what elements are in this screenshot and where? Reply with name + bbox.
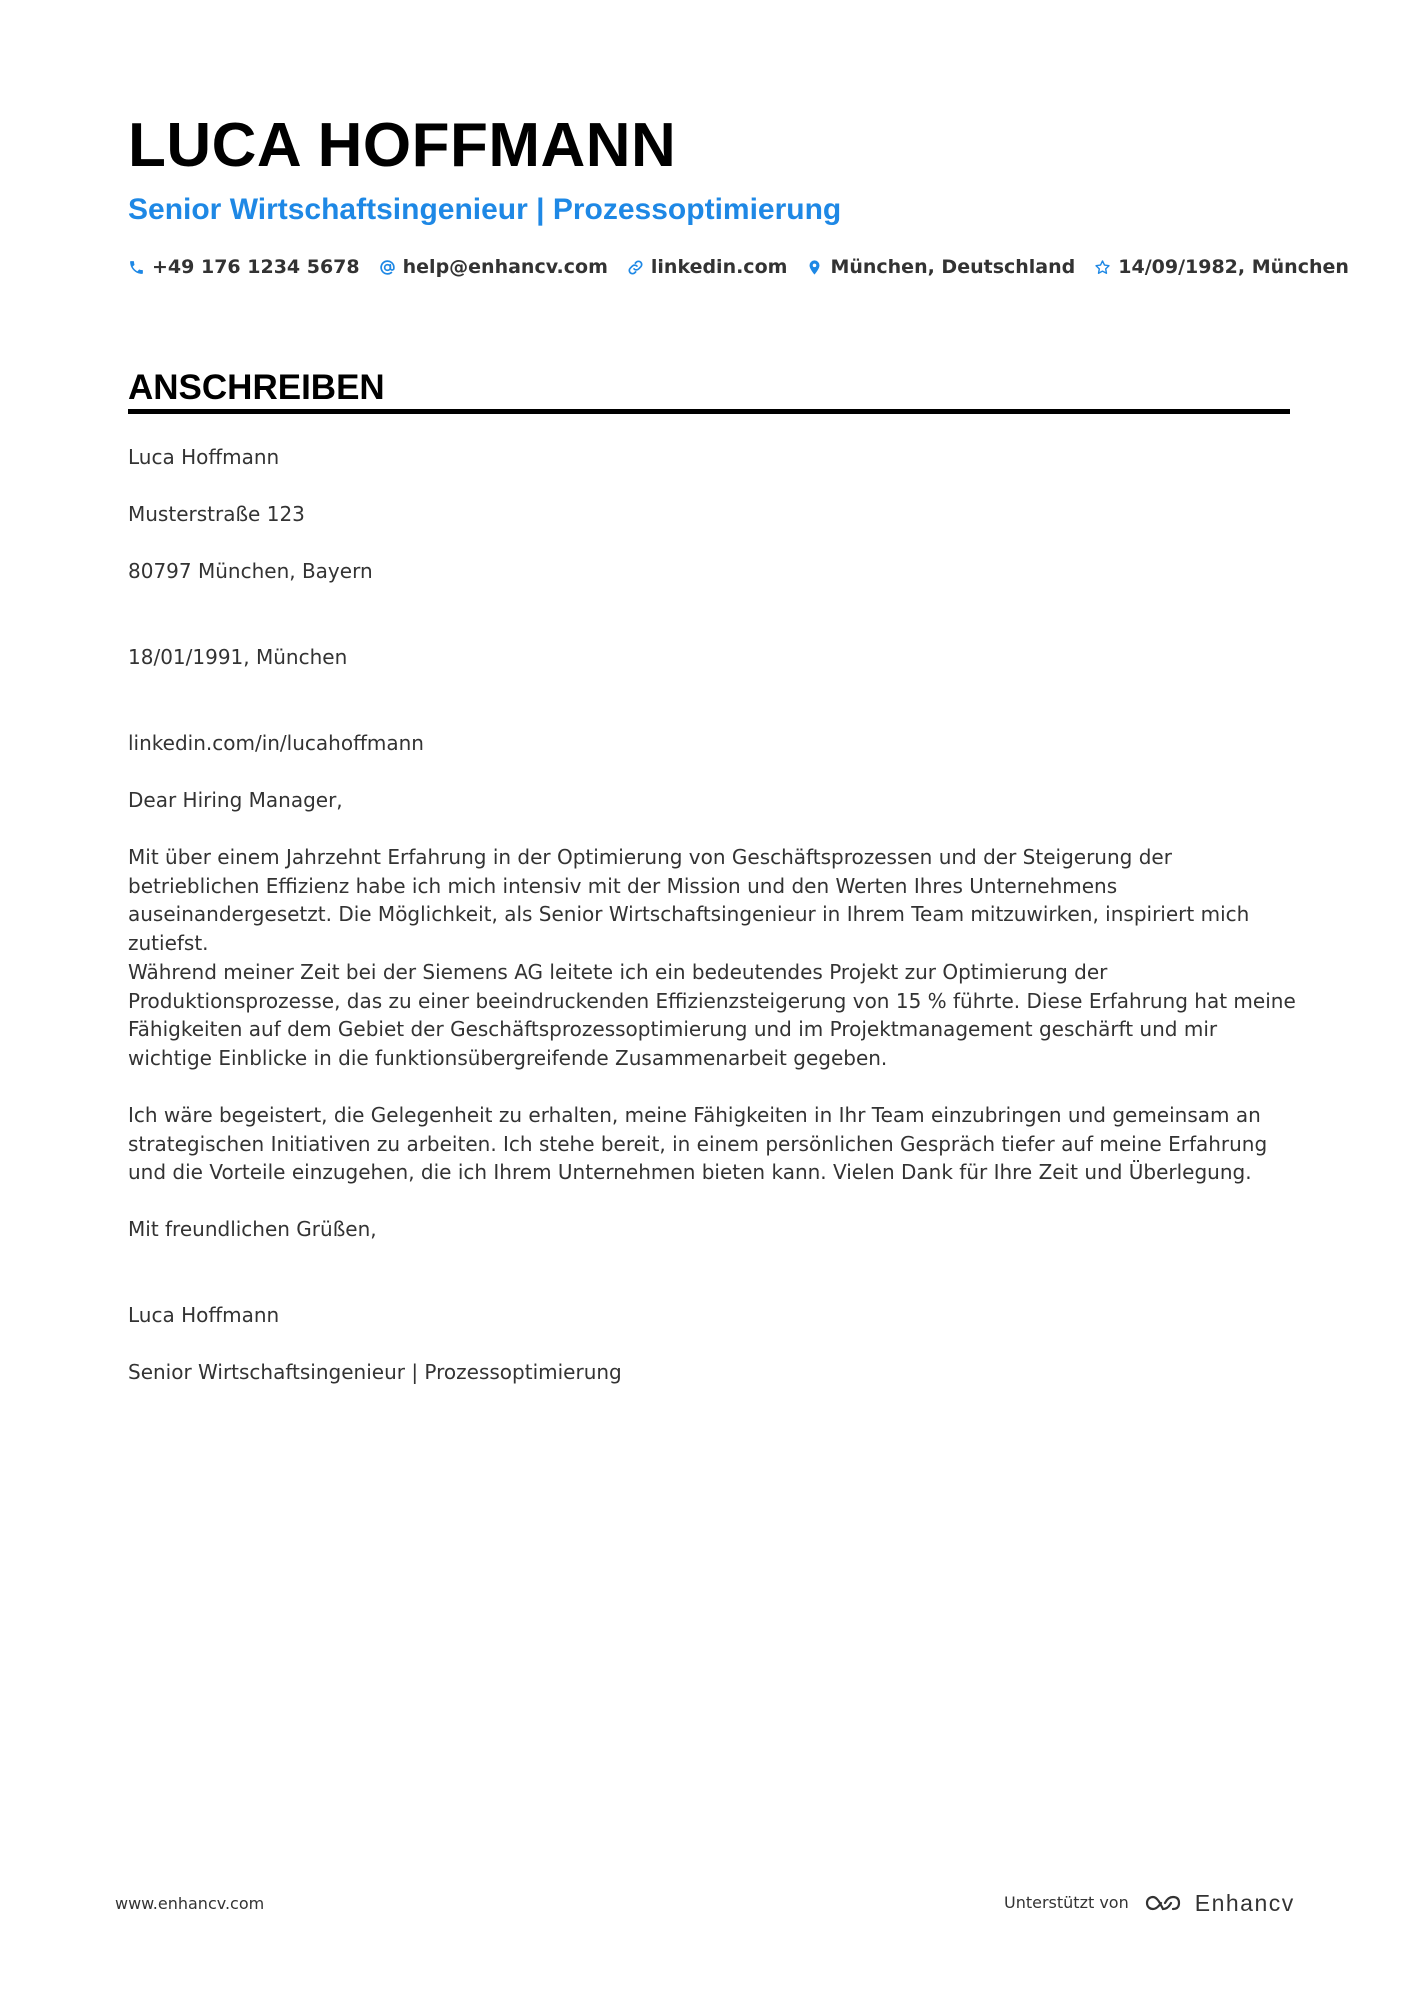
applicant-name: LUCA HOFFMANN [128,111,677,180]
enhancv-logo-icon [1141,1891,1185,1915]
footer-powered-by [1004,1889,1295,1917]
powered-by-label: Unterstützt von [1004,1893,1129,1912]
signature-title: Senior Wirtschaftsingenieur | Prozessoptimierung [128,1360,622,1384]
section-divider [128,409,1290,414]
letter-date: 18/01/1991, München [128,645,348,669]
contact-location-text: München, Deutschland [830,256,1076,278]
contact-linkedin-text: linkedin.com [650,256,788,278]
location-pin-icon [806,259,823,276]
sender-linkedin: linkedin.com/in/lucahoffmann [128,731,424,755]
section-heading: ANSCHREIBEN [128,368,385,407]
at-icon [379,259,396,276]
contact-email-text: help@enhancv.com [402,256,608,278]
contact-linkedin[interactable] [627,254,788,280]
signature-name: Luca Hoffmann [128,1303,280,1327]
contact-birth [1094,254,1349,280]
letter-greeting: Dear Hiring Manager, [128,788,343,812]
contact-phone [128,254,360,280]
footer-website[interactable]: www.enhancv.com [115,1894,265,1913]
contact-phone-text: +49 176 1234 5678 [152,256,360,278]
sender-street: Musterstraße 123 [128,502,305,526]
phone-icon [128,259,145,276]
contact-location [806,254,1075,280]
sender-city: 80797 München, Bayern [128,559,373,583]
enhancv-brand-name: Enhancv [1194,1890,1295,1916]
link-icon [627,259,644,276]
letter-paragraph: Ich wäre begeistert, die Gelegenheit zu erhalten, meine Fähigkeiten in Ihr Team einzubringen und gemeinsam an strategischen Initiativen zu arbeiten. Ich stehe bereit, in einem persönlichen Gespräch tiefer auf meine Erfahrung und die Vorteile einzugehen, die ich Ihrem Unternehmen bieten kann. Vielen Dank für Ihre Zeit und Überlegung. [128,1103,1268,1185]
letter-closing: Mit freundlichen Grüßen, [128,1217,377,1241]
star-icon [1094,259,1111,276]
contact-birth-text: 14/09/1982, München [1118,256,1349,278]
contact-email[interactable] [379,254,608,280]
letter-paragraph: Mit über einem Jahrzehnt Erfahrung in der Optimierung von Geschäftsprozessen und der Steigerung der betrieblichen Effizienz habe ich mich intensiv mit der Mission und den Werten Ihres Unternehmens auseinandergesetzt. Die Möglichkeit, als Senior Wirtschaftsingenieur in Ihrem Team mitzuwirken, inspiriert mich zutiefst. [128,845,1250,956]
contact-info-bar [128,254,1368,280]
sender-name: Luca Hoffmann [128,445,280,469]
letter-paragraph: Während meiner Zeit bei der Siemens AG leitete ich ein bedeutendes Projekt zur Optimierung der Produktionsprozesse, das zu einer beeindruckenden Effizienzsteigerung von 15 % führte. Diese Erfahrung hat meine Fähigkeiten auf dem Gebiet der Geschäftsprozessoptimierung und im Projektmanagement geschärft und mir wichtige Einblicke in die funktionsübergreifende Zusammenarbeit gegeben. [128,960,1296,1071]
applicant-title: Senior Wirtschaftsingenieur | Prozessoptimierung [128,193,842,226]
